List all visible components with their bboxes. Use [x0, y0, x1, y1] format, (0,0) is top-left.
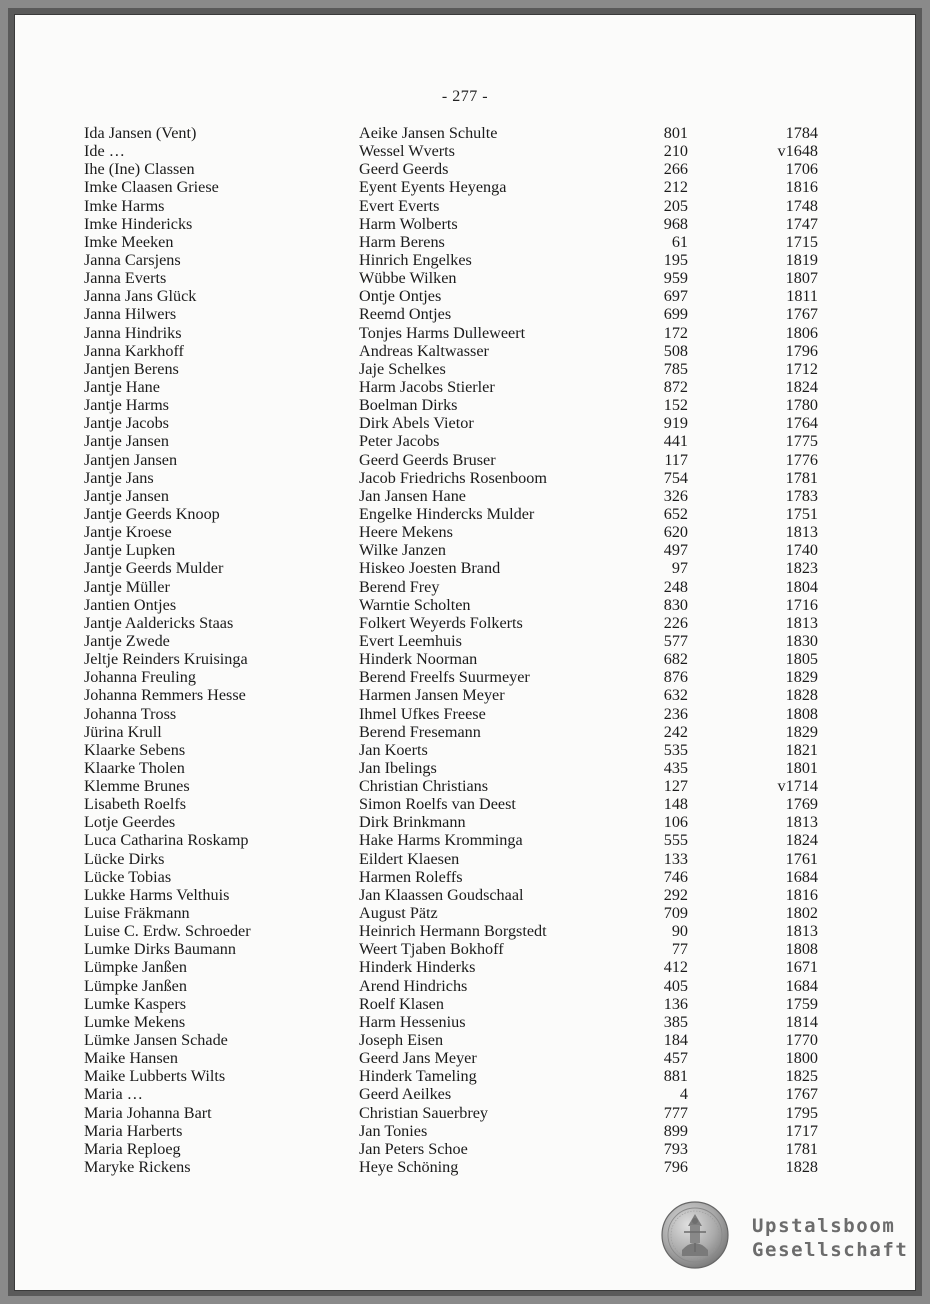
entry-number: 4 — [679, 1085, 688, 1104]
entry-year: 1828 — [785, 1158, 818, 1177]
entry-year: 1764 — [785, 414, 818, 433]
entry-number: 148 — [663, 795, 688, 814]
entry-year: 1706 — [785, 160, 818, 179]
spouse-name: Wübbe Wilken — [359, 269, 457, 288]
spouse-name: Jan Koerts — [359, 740, 428, 759]
register-row — [84, 1122, 824, 1140]
entry-number: 785 — [663, 359, 688, 378]
entry-year: 1748 — [785, 196, 818, 215]
person-name: Luca Catharina Roskamp — [84, 831, 249, 850]
spouse-name: Eyent Eyents Heyenga — [359, 178, 507, 197]
person-name: Ihe (Ine) Classen — [84, 160, 195, 179]
person-name: Lümpke Janßen — [84, 976, 187, 995]
spouse-name: Jan Jansen Hane — [359, 486, 466, 505]
entry-number: 801 — [663, 124, 688, 142]
spouse-name: Reemd Ontjes — [359, 305, 452, 324]
entry-number: 959 — [663, 269, 688, 288]
entry-year: 1684 — [785, 867, 818, 886]
spouse-name: Arend Hindrichs — [359, 976, 468, 995]
entry-year: v1714 — [777, 777, 818, 796]
person-name: Maryke Rickens — [84, 1158, 191, 1177]
entry-year: 1829 — [785, 722, 818, 741]
person-name: Janna Everts — [84, 269, 167, 288]
register-row — [84, 324, 824, 342]
spouse-name: Engelke Hindercks Mulder — [359, 504, 535, 523]
register-row — [84, 886, 824, 904]
spouse-name: Andreas Kaltwasser — [359, 341, 489, 360]
register-row — [84, 868, 824, 886]
entry-year: 1716 — [785, 595, 818, 614]
entry-number: 133 — [663, 849, 688, 868]
entry-number: 242 — [663, 722, 688, 741]
entry-year: 1780 — [785, 396, 818, 415]
person-name: Ida Jansen (Vent) — [84, 124, 197, 142]
entry-number: 777 — [663, 1103, 688, 1122]
register-row — [84, 469, 824, 487]
register-row — [84, 378, 824, 396]
person-name: Lotje Geerdes — [84, 813, 176, 832]
entry-year: 1767 — [785, 305, 818, 324]
entry-year: 1819 — [785, 250, 818, 269]
entry-number: 876 — [663, 668, 688, 687]
entry-year: 1807 — [785, 269, 818, 288]
entry-number: 195 — [663, 250, 688, 269]
person-name: Jantien Ontjes — [84, 595, 177, 614]
entry-number: 61 — [671, 232, 688, 251]
person-name: Jantjen Berens — [84, 359, 179, 378]
entry-number: 620 — [663, 523, 688, 542]
spouse-name: Hinderk Tameling — [359, 1067, 477, 1086]
entry-year: 1781 — [785, 1139, 818, 1158]
spouse-name: Geerd Geerds Bruser — [359, 450, 496, 469]
person-name: Johanna Freuling — [84, 668, 196, 687]
register-row — [84, 142, 824, 160]
person-name: Lukke Harms Velthuis — [84, 885, 230, 904]
spouse-name: Harm Jacobs Stierler — [359, 377, 495, 396]
entry-number: 210 — [663, 142, 688, 161]
spouse-name: Christian Sauerbrey — [359, 1103, 489, 1122]
register-row — [84, 596, 824, 614]
entry-year: 1830 — [785, 631, 818, 650]
register-row — [84, 958, 824, 976]
entry-number: 793 — [663, 1139, 688, 1158]
spouse-name: Roelf Klasen — [359, 994, 444, 1013]
spouse-name: Joseph Eisen — [359, 1031, 444, 1050]
person-name: Klemme Brunes — [84, 777, 190, 796]
entry-number: 97 — [671, 559, 688, 578]
person-name: Lücke Tobias — [84, 867, 172, 886]
entry-year: v1648 — [777, 142, 818, 161]
entry-number: 555 — [663, 831, 688, 850]
entry-year: 1829 — [785, 668, 818, 687]
spouse-name: Evert Leemhuis — [359, 631, 462, 650]
entry-number: 152 — [663, 396, 688, 415]
spouse-name: Ihmel Ufkes Freese — [359, 704, 486, 723]
entry-number: 127 — [663, 777, 688, 796]
entry-number: 292 — [663, 885, 688, 904]
entry-year: 1825 — [785, 1067, 818, 1086]
entry-number: 106 — [663, 813, 688, 832]
register-row — [84, 1013, 824, 1031]
spouse-name: Harm Berens — [359, 232, 445, 251]
register-row — [84, 233, 824, 251]
entry-year: 1828 — [785, 686, 818, 705]
entry-year: 1747 — [785, 214, 818, 233]
person-name: Jantje Jansen — [84, 486, 169, 505]
entry-number: 172 — [663, 323, 688, 342]
entry-number: 919 — [663, 414, 688, 433]
spouse-name: Wessel Wverts — [359, 142, 455, 161]
register-row — [84, 1104, 824, 1122]
register-row — [84, 523, 824, 541]
person-name: Lisabeth Roelfs — [84, 795, 187, 814]
person-name: Lumke Kaspers — [84, 994, 187, 1013]
spouse-name: Geerd Aeilkes — [359, 1085, 452, 1104]
spouse-name: Harmen Jansen Meyer — [359, 686, 505, 705]
entry-year: 1717 — [785, 1121, 818, 1140]
person-name: Maria … — [84, 1085, 143, 1104]
person-name: Lumke Mekens — [84, 1012, 186, 1031]
spouse-name: Jan Ibelings — [359, 758, 437, 777]
entry-year: 1770 — [785, 1031, 818, 1050]
entry-number: 968 — [663, 214, 688, 233]
entry-number: 441 — [663, 432, 688, 451]
entry-year: 1783 — [785, 486, 818, 505]
entry-number: 212 — [663, 178, 688, 197]
spouse-name: Evert Everts — [359, 196, 440, 215]
register-row — [84, 1158, 824, 1176]
entry-year: 1769 — [785, 795, 818, 814]
entry-year: 1824 — [785, 377, 818, 396]
person-name: Johanna Remmers Hesse — [84, 686, 246, 705]
register-row — [84, 813, 824, 831]
entry-year: 1808 — [785, 704, 818, 723]
entry-year: 1740 — [785, 541, 818, 560]
register-row — [84, 1049, 824, 1067]
spouse-name: Tonjes Harms Dulleweert — [359, 323, 526, 342]
register-row — [84, 124, 824, 142]
person-name: Luise C. Erdw. Schroeder — [84, 922, 251, 941]
entry-year: 1712 — [785, 359, 818, 378]
register-row — [84, 578, 824, 596]
register-row — [84, 396, 824, 414]
person-name: Janna Carsjens — [84, 250, 181, 269]
register-row — [84, 831, 824, 849]
spouse-name: August Pätz — [359, 904, 438, 923]
entry-number: 435 — [663, 758, 688, 777]
entry-number: 205 — [663, 196, 688, 215]
entry-year: 1824 — [785, 831, 818, 850]
person-name: Jantje Jacobs — [84, 414, 169, 433]
register-row — [84, 1067, 824, 1085]
register-row — [84, 1140, 824, 1158]
register-row — [84, 977, 824, 995]
spouse-name: Harmen Roleffs — [359, 867, 463, 886]
entry-year: 1802 — [785, 904, 818, 923]
person-name: Jantje Aaldericks Staas — [84, 613, 234, 632]
publisher-name — [752, 1214, 908, 1262]
entry-number: 136 — [663, 994, 688, 1013]
person-name: Jantjen Jansen — [84, 450, 178, 469]
person-name: Luise Fräkmann — [84, 904, 190, 923]
spouse-name: Hinderk Hinderks — [359, 958, 476, 977]
register-row — [84, 922, 824, 940]
spouse-name: Eildert Klaesen — [359, 849, 460, 868]
register-row — [84, 305, 824, 323]
spouse-name: Christian Christians — [359, 777, 489, 796]
spouse-name: Heere Mekens — [359, 523, 453, 542]
person-name: Jantje Zwede — [84, 631, 170, 650]
spouse-name: Jan Klaassen Goudschaal — [359, 885, 524, 904]
entry-year: 1808 — [785, 940, 818, 959]
register-row — [84, 197, 824, 215]
register-row — [84, 850, 824, 868]
entry-number: 872 — [663, 377, 688, 396]
person-name: Lümpke Janßen — [84, 958, 187, 977]
entry-number: 632 — [663, 686, 688, 705]
spouse-name: Dirk Abels Vietor — [359, 414, 474, 433]
spouse-name: Ontje Ontjes — [359, 287, 442, 306]
spouse-name: Harm Hessenius — [359, 1012, 466, 1031]
person-name: Maike Lubberts Wilts — [84, 1067, 226, 1086]
person-name: Jantje Jans — [84, 468, 154, 487]
person-name: Jantje Geerds Knoop — [84, 504, 220, 523]
spouse-name: Hake Harms Kromminga — [359, 831, 523, 850]
spouse-name: Geerd Jans Meyer — [359, 1049, 477, 1068]
register-row — [84, 632, 824, 650]
person-name: Johanna Tross — [84, 704, 177, 723]
register-row — [84, 505, 824, 523]
entry-number: 226 — [663, 613, 688, 632]
entry-year: 1671 — [785, 958, 818, 977]
person-name: Imke Hindericks — [84, 214, 193, 233]
entry-year: 1823 — [785, 559, 818, 578]
entry-number: 697 — [663, 287, 688, 306]
spouse-name: Berend Freelfs Suurmeyer — [359, 668, 530, 687]
person-name: Jantje Hane — [84, 377, 160, 396]
entry-number: 881 — [663, 1067, 688, 1086]
entry-number: 90 — [671, 922, 688, 941]
person-name: Ide … — [84, 142, 125, 161]
spouse-name: Folkert Weyerds Folkerts — [359, 613, 523, 632]
spouse-name: Boelman Dirks — [359, 396, 458, 415]
person-name: Jürina Krull — [84, 722, 162, 741]
entry-year: 1767 — [785, 1085, 818, 1104]
register-row — [84, 360, 824, 378]
entry-year: 1796 — [785, 341, 818, 360]
register-row — [84, 1031, 824, 1049]
entry-number: 535 — [663, 740, 688, 759]
person-name: Lücke Dirks — [84, 849, 165, 868]
register-row — [84, 432, 824, 450]
entry-year: 1784 — [785, 124, 818, 142]
person-name: Janna Jans Glück — [84, 287, 197, 306]
entry-number: 405 — [663, 976, 688, 995]
person-name: Jantje Lupken — [84, 541, 176, 560]
entry-number: 682 — [663, 650, 688, 669]
person-name: Imke Harms — [84, 196, 165, 215]
person-name: Maria Reploeg — [84, 1139, 181, 1158]
register-row — [84, 904, 824, 922]
entry-year: 1795 — [785, 1103, 818, 1122]
person-name: Klaarke Tholen — [84, 758, 185, 777]
spouse-name: Aeike Jansen Schulte — [359, 124, 498, 142]
person-name: Lümke Jansen Schade — [84, 1031, 228, 1050]
spouse-name: Heinrich Hermann Borgstedt — [359, 922, 547, 941]
spouse-name: Jacob Friedrichs Rosenboom — [359, 468, 547, 487]
spouse-name: Wilke Janzen — [359, 541, 446, 560]
entry-year: 1811 — [786, 287, 818, 306]
register-row — [84, 178, 824, 196]
register-row — [84, 559, 824, 577]
register-row — [84, 723, 824, 741]
publisher-name-line1: Upstalsboom — [752, 1215, 896, 1237]
person-name: Imke Claasen Griese — [84, 178, 219, 197]
spouse-name: Dirk Brinkmann — [359, 813, 466, 832]
entry-year: 1804 — [785, 577, 818, 596]
spouse-name: Jan Peters Schoe — [359, 1139, 468, 1158]
publisher-name-line2: Gesellschaft — [752, 1239, 909, 1261]
register-row — [84, 414, 824, 432]
entry-year: 1759 — [785, 994, 818, 1013]
entry-year: 1821 — [785, 740, 818, 759]
entry-year: 1816 — [785, 178, 818, 197]
spouse-name: Geerd Geerds — [359, 160, 449, 179]
entry-number: 577 — [663, 631, 688, 650]
register-row — [84, 287, 824, 305]
entry-number: 508 — [663, 341, 688, 360]
register-row — [84, 269, 824, 287]
register-row — [84, 741, 824, 759]
person-name: Jantje Kroese — [84, 523, 172, 542]
person-name: Klaarke Sebens — [84, 740, 186, 759]
entry-year: 1805 — [785, 650, 818, 669]
person-name: Jeltje Reinders Kruisinga — [84, 650, 248, 669]
spouse-name: Hiskeo Joesten Brand — [359, 559, 501, 578]
register-row — [84, 668, 824, 686]
register-row — [84, 650, 824, 668]
entry-year: 1816 — [785, 885, 818, 904]
page-number: - 277 - — [441, 88, 489, 105]
register-row — [84, 251, 824, 269]
person-name: Maike Hansen — [84, 1049, 178, 1068]
spouse-name: Hinrich Engelkes — [359, 250, 472, 269]
person-name: Imke Meeken — [84, 232, 174, 251]
entry-number: 746 — [663, 867, 688, 886]
entry-number: 236 — [663, 704, 688, 723]
register-row — [84, 614, 824, 632]
entry-year: 1813 — [785, 523, 818, 542]
spouse-name: Harm Wolberts — [359, 214, 458, 233]
entry-number: 266 — [663, 160, 688, 179]
entry-year: 1715 — [785, 232, 818, 251]
entry-number: 248 — [663, 577, 688, 596]
seal-emblem-icon — [660, 1200, 730, 1270]
entry-number: 699 — [663, 305, 688, 324]
register-row — [84, 215, 824, 233]
genealogy-register — [84, 124, 824, 1176]
entry-number: 457 — [663, 1049, 688, 1068]
register-row — [84, 795, 824, 813]
entry-number: 497 — [663, 541, 688, 560]
spouse-name: Warntie Scholten — [359, 595, 471, 614]
spouse-name: Weert Tjaben Bokhoff — [359, 940, 504, 959]
register-row — [84, 1085, 824, 1103]
spouse-name: Hinderk Noorman — [359, 650, 478, 669]
spouse-name: Jaje Schelkes — [359, 359, 446, 378]
person-name: Jantje Geerds Mulder — [84, 559, 224, 578]
person-name: Jantje Müller — [84, 577, 170, 596]
register-row — [84, 777, 824, 795]
spouse-name: Jan Tonies — [359, 1121, 428, 1140]
entry-year: 1801 — [785, 758, 818, 777]
entry-number: 830 — [663, 595, 688, 614]
entry-year: 1761 — [785, 849, 818, 868]
person-name: Janna Karkhoff — [84, 341, 184, 360]
spouse-name: Berend Fresemann — [359, 722, 481, 741]
spouse-name: Berend Frey — [359, 577, 440, 596]
entry-year: 1813 — [785, 813, 818, 832]
spouse-name: Peter Jacobs — [359, 432, 440, 451]
person-name: Lumke Dirks Baumann — [84, 940, 236, 959]
person-name: Janna Hindriks — [84, 323, 182, 342]
entry-number: 326 — [663, 486, 688, 505]
publisher-seal-block — [660, 1200, 910, 1270]
spouse-name: Simon Roelfs van Deest — [359, 795, 516, 814]
register-row — [84, 451, 824, 469]
entry-year: 1813 — [785, 613, 818, 632]
entry-number: 412 — [663, 958, 688, 977]
entry-year: 1776 — [785, 450, 818, 469]
entry-year: 1775 — [785, 432, 818, 451]
entry-year: 1813 — [785, 922, 818, 941]
person-name: Maria Johanna Bart — [84, 1103, 212, 1122]
register-row — [84, 541, 824, 559]
register-row — [84, 995, 824, 1013]
person-name: Jantje Harms — [84, 396, 169, 415]
register-row — [84, 160, 824, 178]
entry-year: 1684 — [785, 976, 818, 995]
person-name: Maria Harberts — [84, 1121, 183, 1140]
entry-number: 117 — [664, 450, 688, 469]
entry-number: 385 — [663, 1012, 688, 1031]
entry-year: 1814 — [785, 1012, 818, 1031]
entry-number: 899 — [663, 1121, 688, 1140]
entry-year: 1806 — [785, 323, 818, 342]
person-name: Janna Hilwers — [84, 305, 177, 324]
spouse-name: Heye Schöning — [359, 1158, 459, 1177]
entry-year: 1800 — [785, 1049, 818, 1068]
register-row — [84, 705, 824, 723]
entry-number: 652 — [663, 504, 688, 523]
register-row — [84, 759, 824, 777]
entry-number: 77 — [671, 940, 688, 959]
register-row — [84, 940, 824, 958]
register-row — [84, 487, 824, 505]
person-name: Jantje Jansen — [84, 432, 169, 451]
entry-year: 1751 — [785, 504, 818, 523]
register-row — [84, 686, 824, 704]
entry-number: 184 — [663, 1031, 688, 1050]
entry-number: 796 — [663, 1158, 688, 1177]
entry-number: 754 — [663, 468, 688, 487]
entry-number: 709 — [663, 904, 688, 923]
register-row — [84, 342, 824, 360]
entry-year: 1781 — [785, 468, 818, 487]
